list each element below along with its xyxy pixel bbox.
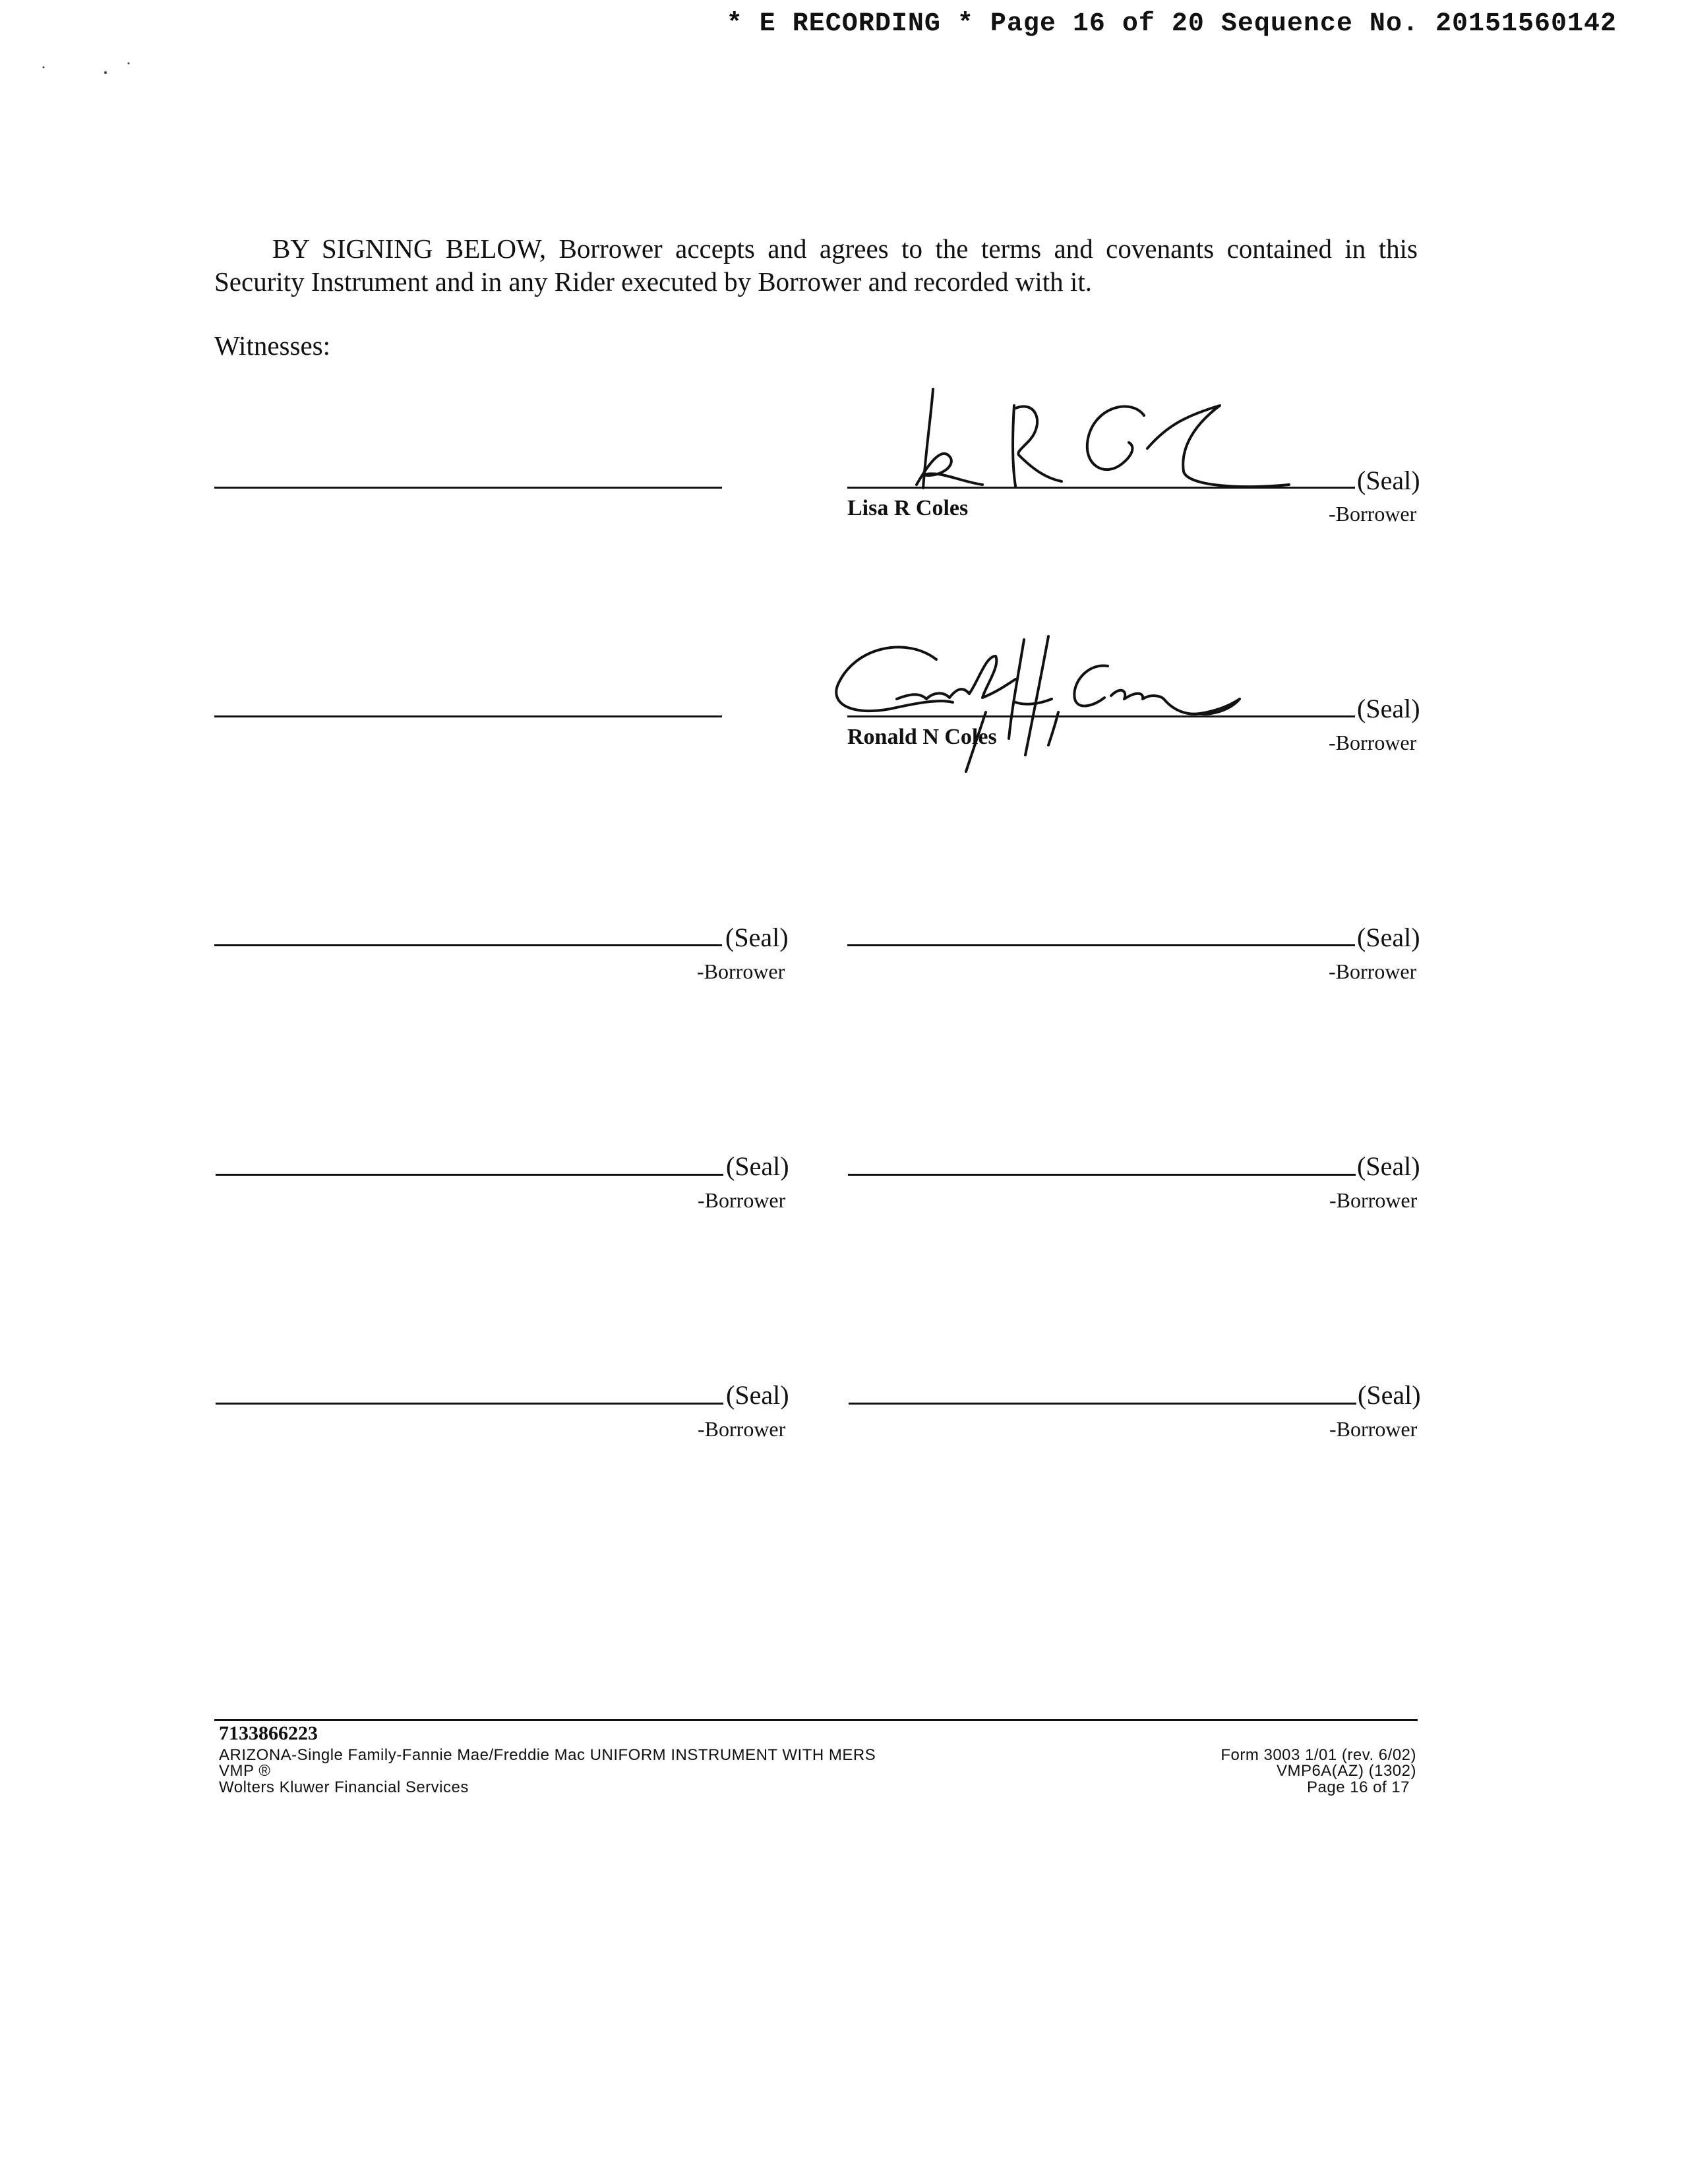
witness-signature-line-1[interactable] xyxy=(214,487,722,489)
borrower-signature-line-8[interactable] xyxy=(849,1403,1356,1405)
borrower-signature-line-1[interactable] xyxy=(847,487,1355,489)
borrower-label: -Borrower xyxy=(1329,502,1417,526)
borrower-label: -Borrower xyxy=(698,1188,786,1212)
borrower-label: -Borrower xyxy=(697,959,785,983)
publisher: Wolters Kluwer Financial Services xyxy=(219,1778,469,1796)
borrower-signature-line-7[interactable] xyxy=(216,1403,723,1405)
borrower-signature-line-2[interactable] xyxy=(847,715,1355,717)
form-description: ARIZONA-Single Family-Fannie Mae/Freddie Mac UNIFORM INSTRUMENT WITH MERS xyxy=(219,1746,876,1764)
witness-signature-line-2[interactable] xyxy=(214,715,722,717)
borrower-label: -Borrower xyxy=(1329,959,1417,983)
borrower-signature-line-4[interactable] xyxy=(847,944,1355,946)
seal-label: (Seal) xyxy=(1357,923,1420,952)
scan-specks xyxy=(40,59,145,79)
signature-acknowledgment-text: BY SIGNING BELOW, Borrower accepts and agrees to the terms and covenants contained in this Security Instrument and in any Rider executed by Borrower and recorded with it. xyxy=(214,233,1418,297)
seal-label: (Seal) xyxy=(725,923,789,952)
signer-name: Ronald N Coles xyxy=(847,725,997,749)
borrower-signature-line-6[interactable] xyxy=(848,1174,1356,1176)
page-number: Page 16 of 17 xyxy=(1307,1778,1410,1796)
seal-label: (Seal) xyxy=(1357,466,1420,495)
seal-label: (Seal) xyxy=(1357,694,1420,723)
witnesses-label: Witnesses: xyxy=(214,330,330,361)
form-number: Form 3003 1/01 (rev. 6/02) xyxy=(1221,1746,1416,1764)
footer-rule xyxy=(214,1719,1418,1721)
ronald-coles-signature xyxy=(828,633,1263,775)
borrower-label: -Borrower xyxy=(698,1417,786,1441)
loan-number: 7133866223 xyxy=(219,1722,318,1744)
signer-name: Lisa R Coles xyxy=(847,496,969,520)
borrower-signature-line-5[interactable] xyxy=(216,1174,723,1176)
vmp-mark: VMP ® xyxy=(219,1762,271,1780)
borrower-signature-line-3[interactable] xyxy=(214,944,722,946)
borrower-label: -Borrower xyxy=(1329,1188,1418,1212)
seal-label: (Seal) xyxy=(1358,1380,1421,1410)
form-code: VMP6A(AZ) (1302) xyxy=(1276,1762,1416,1780)
seal-label: (Seal) xyxy=(1357,1151,1420,1181)
borrower-label: -Borrower xyxy=(1329,731,1417,754)
seal-label: (Seal) xyxy=(726,1380,789,1410)
lisa-coles-signature xyxy=(877,386,1325,498)
recording-header: * E RECORDING * Page 16 of 20 Sequence No. 20151560142 xyxy=(726,9,1617,39)
seal-label: (Seal) xyxy=(726,1151,789,1181)
borrower-label: -Borrower xyxy=(1329,1417,1418,1441)
